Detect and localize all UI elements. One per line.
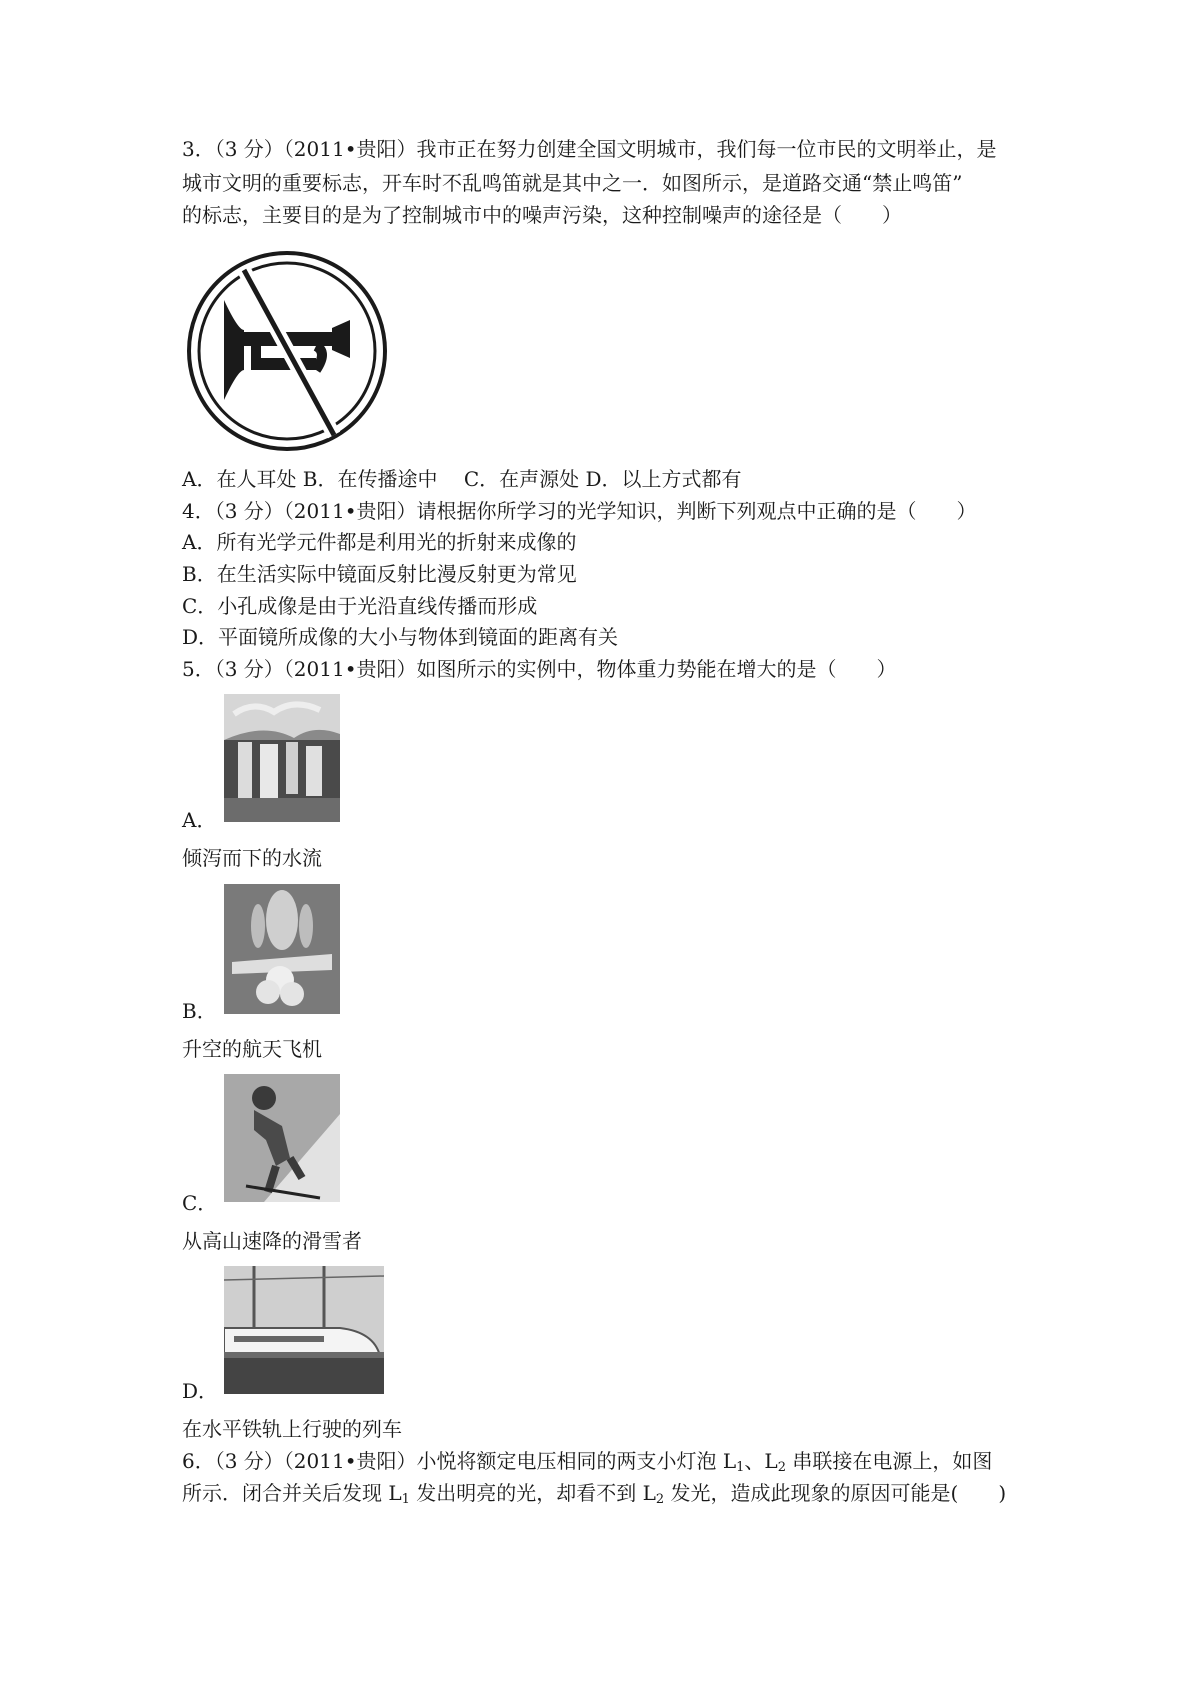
- q6-line-2: [182, 1478, 1062, 1508]
- q6-line-2-mid: 发出明亮的光，却看不到 L: [409, 1481, 656, 1505]
- q5-label-b: B．: [182, 999, 217, 1023]
- q5-caption-a: 倾泻而下的水流: [182, 846, 322, 870]
- q6-line-1-mid: 、L: [744, 1449, 778, 1473]
- q5-caption-c: 从高山速降的滑雪者: [182, 1229, 362, 1253]
- q6-line-2-text: 所示．闭合并关后发现 L: [182, 1481, 402, 1505]
- l2-subscript: 2: [777, 1460, 786, 1475]
- q6-line-1-text: 6．（3 分）（2011•贵阳）小悦将额定电压相同的两支小灯泡 L: [182, 1449, 737, 1473]
- q3-line-3: 的标志，主要目的是为了控制城市中的噪声污染，这种控制噪声的途径是（ ）: [182, 203, 902, 227]
- q3-line-2: 城市文明的重要标志，开车时不乱鸣笛就是其中之一．如图所示，是道路交通“禁止鸣笛”: [182, 171, 963, 195]
- q6-line-2-end: 发光，造成此现象的原因可能是( ): [664, 1481, 1007, 1505]
- train-photo: [224, 1266, 384, 1394]
- q5-label-c: C．: [182, 1191, 218, 1215]
- q4-option-d: D．平面镜所成像的大小与物体到镜面的距离有关: [182, 625, 619, 649]
- q3-line-1: 3．（3 分）（2011•贵阳）我市正在努力创建全国文明城市，我们每一位市民的文明举止，是: [182, 137, 997, 161]
- q5-label-a: A．: [182, 808, 217, 832]
- q5-caption-b: 升空的航天飞机: [182, 1037, 322, 1061]
- q5-label-d: D．: [182, 1379, 219, 1403]
- q3-options: A．在人耳处 B．在传播途中 C．在声源处 D．以上方式都有: [182, 467, 742, 491]
- q4-option-b: B．在生活实际中镜面反射比漫反射更为常见: [182, 562, 577, 586]
- space-shuttle-photo: [224, 884, 340, 1014]
- q4-option-c: C．小孔成像是由于光沿直线传播而形成: [182, 594, 538, 618]
- q5-stem: 5．（3 分）（2011•贵阳）如图所示的实例中，物体重力势能在增大的是（ ）: [182, 657, 897, 681]
- q4-stem: 4．（3 分）（2011•贵阳）请根据你所学习的光学知识，判断下列观点中正确的是（ ）: [182, 499, 977, 523]
- l1-subscript: 1: [401, 1492, 410, 1507]
- l1-subscript: 1: [736, 1460, 745, 1475]
- q6-line-1: [182, 1446, 1062, 1476]
- q4-option-a: A．所有光学元件都是利用光的折射来成像的: [182, 530, 577, 554]
- q5-caption-d: 在水平铁轨上行驶的列车: [182, 1417, 402, 1441]
- waterfall-photo: [224, 694, 340, 822]
- l2-subscript: 2: [655, 1492, 665, 1507]
- q6-line-1-end: 串联接在电源上，如图: [785, 1449, 993, 1473]
- no-honking-sign-icon: [184, 250, 390, 452]
- skier-photo: [224, 1074, 340, 1202]
